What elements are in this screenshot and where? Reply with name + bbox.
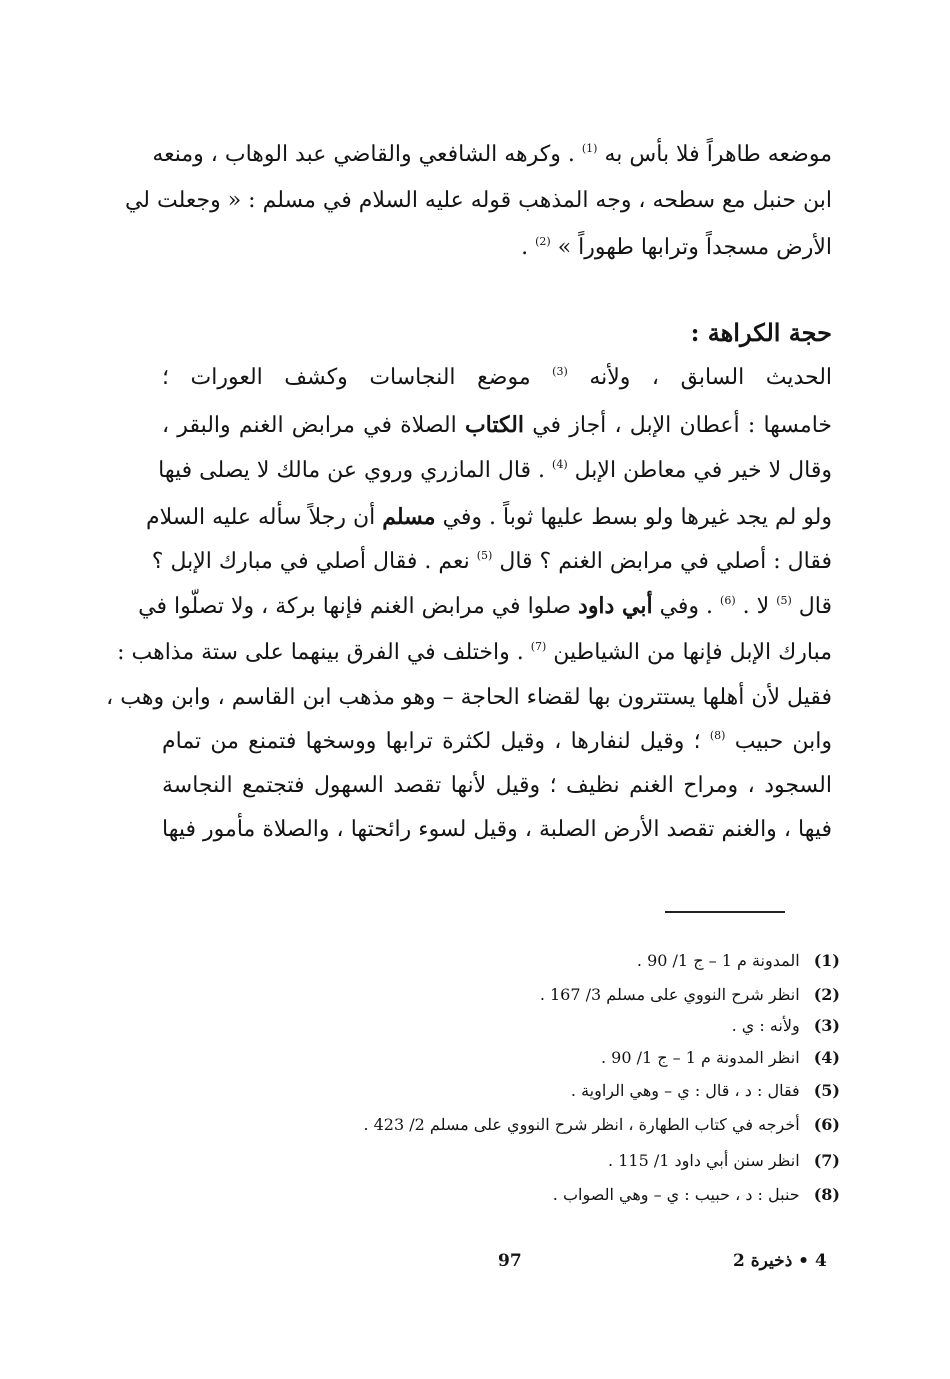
signature-mark: 4 • ذخيرة 2 [733, 1251, 827, 1271]
body-line-3: الأرض مسجداً وترابها طهوراً » $^{(2)}$ . [521, 235, 832, 260]
body-line-9: قال $^{(5)}$ لا . $^{(6)}$ . وفي أبي داود صلوا في مرابض الغنم فإنها بركة ، ولا تصلّوا في [138, 593, 832, 619]
section-heading: حجة الكراهة : [690, 318, 832, 347]
footnote-6: (6)أخرجه في كتاب الطهارة ، انظر شرح النووي على مسلم 2/ 423 . [363, 1115, 840, 1134]
footnote-separator [665, 911, 785, 913]
body-line-12: وابن حبيب $^{(8)}$ ؛ وقيل لنفارها ، وقيل لكثرة ترابها ووسخها فتمنع من تمام [162, 729, 833, 754]
body-line-2: ابن حنبل مع سطحه ، وجه المذهب قوله عليه السلام في مسلم : « وجعلت لي [124, 188, 832, 213]
footnote-7: (7)انظر سنن أبي داود 1/ 115 . [608, 1151, 840, 1170]
body-line-7: ولو لم يجد غيرها ولو بسط عليها ثوباً . وفي مسلم أن رجلاً سأله عليه السلام [145, 504, 832, 530]
body-line-4: الحديث السابق ، ولأنه $^{(3)}$ موضع النجاسات وكشف العورات ؛ [162, 365, 833, 390]
page-number: 97 [498, 1251, 522, 1271]
footnote-1: (1)المدونة م 1 – ج 1/ 90 . [636, 951, 840, 970]
body-line-11: فقيل لأن أهلها يستترون بها لقضاء الحاجة – وهو مذهب ابن القاسم ، وابن وهب ، [106, 685, 832, 710]
footnote-ref-5b: (5) [776, 594, 792, 607]
footnote-ref-6: (6) [720, 594, 736, 607]
footnote-ref-1: (1) [581, 142, 598, 155]
body-line-13: السجود ، ومراح الغنم نظيف ؛ وقيل لأنها تقصد السهول فتجتمع النجاسة [162, 773, 832, 798]
body-line-8: فقال : أصلي في مرابض الغنم ؟ قال $^{(5)}$ نعم . فقال أصلي في مبارك الإبل ؟ [151, 549, 832, 574]
footnote-3: (3)ولأنه : ي . [731, 1016, 840, 1035]
body-line-5: خامسها : أعطان الإبل ، أجاز في الكتاب الصلاة في مرابض الغنم والبقر ، [162, 412, 832, 438]
footnote-ref-2: (2) [535, 235, 551, 248]
body-line-1: موضعه طاهراً فلا بأس به $^{(1)}$ . وكرهه الشافعي والقاضي عبد الوهاب ، ومنعه [152, 142, 832, 167]
footnote-8: (8)حنبل : د ، حبيب : ي – وهي الصواب . [552, 1185, 840, 1204]
footnote-ref-7: (7) [530, 640, 547, 653]
footnote-ref-5: (5) [476, 549, 493, 562]
body-line-10: مبارك الإبل فإنها من الشياطين $^{(7)}$ . واختلف في الفرق بينهما على ستة مذاهب : [117, 640, 832, 665]
footnote-4: (4)انظر المدونة م 1 – ج 1/ 90 . [600, 1048, 840, 1067]
body-line-14: فيها ، والغنم تقصد الأرض الصلبة ، وقيل لسوء رائحتها ، والصلاة مأمور فيها [162, 817, 832, 842]
body-line-6: وقال لا خير في معاطن الإبل $^{(4)}$ . قال المازري وروي عن مالك لا يصلى فيها [158, 458, 832, 483]
footnote-2: (2)انظر شرح النووي على مسلم 3/ 167 . [539, 985, 840, 1004]
footnote-ref-8: (8) [709, 729, 726, 742]
footnote-5: (5)فقال : د ، قال : ي – وهي الراوية . [570, 1081, 840, 1100]
footnote-ref-3: (3) [552, 365, 568, 378]
footnote-ref-4: (4) [552, 458, 568, 471]
